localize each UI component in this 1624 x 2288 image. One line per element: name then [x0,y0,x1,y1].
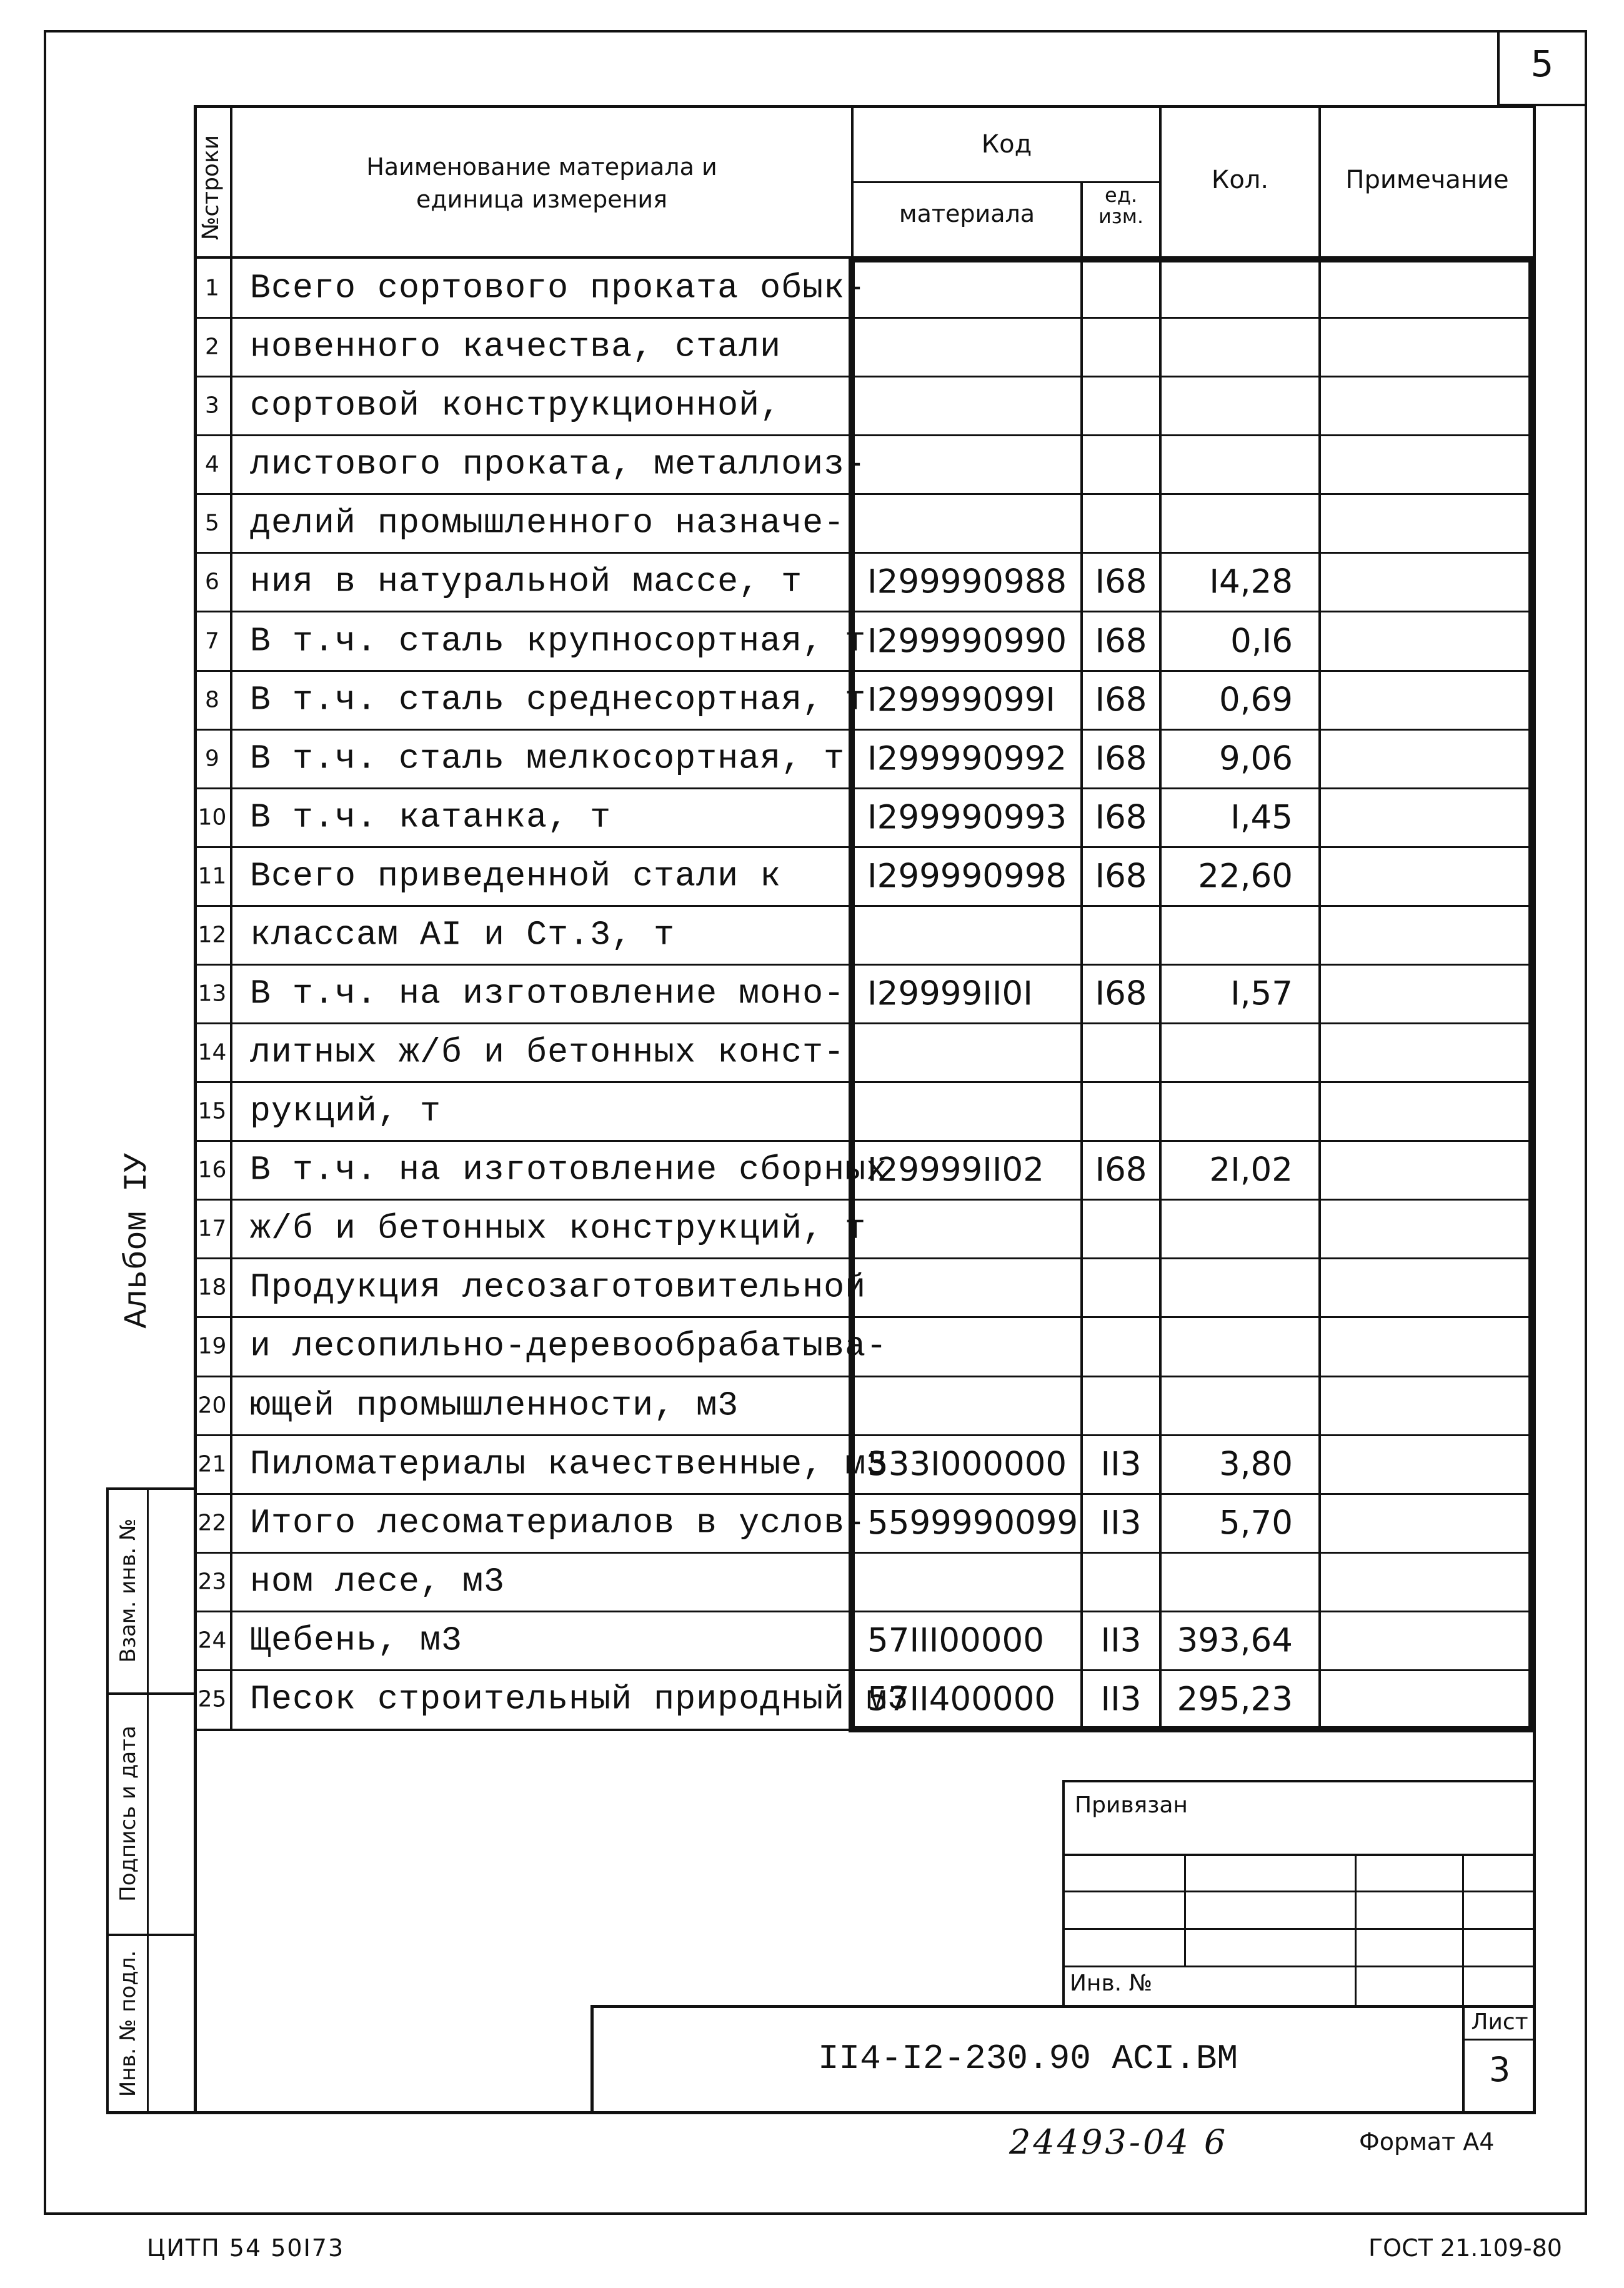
row-unit-code: II3 [1100,1504,1142,1542]
frame-left [44,30,46,2215]
row-quantity: 393,64 [1177,1621,1293,1660]
row-separator [194,434,1536,436]
row-name: ющей промышленности, м3 [250,1386,739,1426]
stamp-inv-no: Инв. № [1070,1971,1153,1996]
row-name: В т.ч. катанка, т [250,797,612,837]
row-name: новенного качества, стали [250,327,782,367]
row-separator [194,670,1536,672]
row-separator [194,1376,1536,1377]
row-unit-code: I68 [1095,681,1147,719]
row-number: 1 [205,275,219,301]
row-number: 16 [197,1157,227,1183]
sheet-number: 3 [1488,2050,1511,2089]
row-name: рукций, т [250,1091,442,1131]
row-unit-code: I68 [1095,739,1147,778]
row-material-code: I299990998 [867,857,1067,896]
sheet-label: Лист [1471,2009,1528,2035]
row-separator [194,1552,1536,1554]
handwritten-number: 24493-04 6 [1009,2122,1228,2162]
stamp-row1 [1062,1854,1536,1856]
row-separator [194,611,1536,612]
form-top [194,105,1536,108]
stamp-row4 [1062,1966,1536,1967]
row-name: Песок строительный природный м3 [250,1679,909,1719]
row-quantity: 2I,02 [1209,1151,1293,1189]
stamp-col1 [1184,1854,1186,1966]
row-unit-code: II3 [1100,1621,1142,1660]
row-quantity: 3,80 [1218,1445,1293,1484]
row-name: В т.ч. сталь крупносортная, т [250,621,867,661]
row-material-code: 533I000000 [867,1445,1067,1484]
docblock-sheet-label-line [1462,2039,1536,2041]
row-quantity: 9,06 [1218,739,1293,778]
row-quantity: I,45 [1230,798,1293,837]
stamp-row2 [1062,1891,1536,1892]
header-name-line2: единица измерения [416,186,667,213]
row-quantity: 0,69 [1218,681,1293,719]
row-separator [194,317,1536,319]
album-label: Альбом IУ [119,1152,156,1329]
row-separator [194,964,1536,966]
row-separator [194,1140,1536,1142]
side-inv-podl: Инв. № подл. [116,1950,141,2097]
row-name: Пиломатериалы качественные, м3 [250,1444,888,1484]
row-number: 4 [205,451,219,477]
col-rownum [230,105,232,1730]
row-quantity: I4,28 [1209,562,1293,601]
side-podpis: Подпись и дата [116,1726,141,1902]
header-note: Примечание [1345,166,1509,194]
row-name: ном лесе, м3 [250,1562,506,1602]
row-separator [194,1199,1536,1201]
row-quantity: 295,23 [1177,1680,1293,1719]
frame-bottom [44,2212,1587,2215]
row-number: 23 [197,1569,227,1595]
row-unit-code: I68 [1095,622,1147,661]
header-code: Код [981,130,1032,159]
row-unit-code: II3 [1100,1680,1142,1719]
header-row-no: №строки [198,134,224,241]
row-name: В т.ч. сталь среднесортная, т [250,680,867,720]
row-separator [194,729,1536,731]
header-qty: Кол. [1211,166,1269,194]
header-name-line1: Наименование материала и [366,153,717,181]
row-name: В т.ч. сталь мелкосортная, т [250,739,845,779]
row-name: литных ж/б и бетонных конст- [250,1032,845,1072]
format-label: Формат А4 [1359,2128,1495,2156]
row-separator [194,1257,1536,1259]
table-bottom [194,1729,1536,1731]
footer-left: ЦИТП 54 50I73 [147,2234,345,2262]
col-unit [1159,105,1162,1730]
row-name: классам AI и Ст.3, т [250,915,675,955]
row-material-code: I29999II02 [867,1151,1044,1189]
row-name: Щебень, м3 [250,1621,463,1661]
footer-right: ГОСТ 21.109-80 [1368,2234,1562,2262]
row-number: 11 [197,863,227,889]
row-separator [194,552,1536,554]
row-material-code: I299990993 [867,798,1067,837]
row-number: 5 [205,510,219,536]
stamp-top [1062,1780,1536,1782]
row-name: Всего сортового проката обык- [250,268,867,308]
side-split-1 [106,1692,194,1695]
row-material-code: I29999099I [867,681,1056,719]
row-name: В т.ч. на изготовление сборных [250,1150,888,1190]
stamp-privyazan: Привязан [1075,1792,1188,1818]
row-material-code: I299990992 [867,739,1067,778]
row-material-code: 5599990099 [867,1504,1079,1542]
row-separator [194,1434,1536,1436]
row-separator [194,1316,1536,1318]
row-material-code: I299990988 [867,562,1067,601]
document-code: II4-I2-230.90 ACI.BM [817,2039,1238,2079]
row-number: 2 [205,334,219,360]
row-material-code: 57II400000 [867,1680,1056,1719]
row-number: 22 [197,1510,227,1536]
row-material-code: I29999II0I [867,974,1033,1013]
side-vzam: Взам. инв. № [116,1518,141,1663]
row-separator [194,1081,1536,1083]
docblock-top [590,2005,1536,2008]
row-number: 21 [197,1451,227,1477]
row-number: 18 [197,1274,227,1301]
row-separator [194,376,1536,377]
row-separator [194,1611,1536,1612]
row-number: 19 [197,1333,227,1359]
row-separator [194,1669,1536,1671]
row-unit-code: I68 [1095,974,1147,1013]
row-name: ж/б и бетонных конструкций, т [250,1209,867,1249]
stamp-col2 [1355,1854,1357,2008]
side-left [106,1487,109,2114]
row-quantity: 22,60 [1198,857,1293,896]
row-number: 25 [197,1686,227,1712]
row-separator [194,493,1536,495]
row-name: Всего приведенной стали к [250,856,782,896]
row-unit-code: I68 [1095,857,1147,896]
row-material-code: 57III00000 [867,1621,1044,1660]
row-separator [194,846,1536,848]
row-number: 15 [197,1098,227,1124]
side-inner [147,1487,149,2114]
row-number: 17 [197,1216,227,1242]
row-name: Продукция лесозаготовительной [250,1267,867,1307]
row-number: 8 [205,687,219,713]
row-name: В т.ч. на изготовление моно- [250,974,845,1014]
row-number: 12 [197,922,227,948]
row-number: 9 [205,746,219,772]
row-separator [194,1493,1536,1495]
col-qty [1318,105,1321,1730]
row-unit-code: I68 [1095,562,1147,601]
row-number: 24 [197,1627,227,1654]
row-name: делий промышленного назначе- [250,503,845,543]
row-name: сортовой конструкционной, [250,386,782,426]
row-quantity: 5,70 [1218,1504,1293,1542]
row-quantity: I,57 [1230,974,1293,1013]
stamp-left [1062,1780,1065,2008]
row-number: 6 [205,569,219,595]
row-number: 14 [197,1039,227,1066]
row-number: 13 [197,981,227,1007]
row-name: Итого лесоматериалов в услов- [250,1503,867,1543]
row-unit-code: I68 [1095,798,1147,837]
row-name: и лесопильно-деревообрабатыва- [250,1326,888,1366]
frame-top [44,30,1587,32]
col-code [1080,182,1083,1730]
data-thick-top [850,256,1536,262]
row-name: ния в натуральной массе, т [250,562,803,602]
header-code-material: материала [899,200,1035,227]
page-number: 5 [1530,42,1554,85]
row-unit-code: II3 [1100,1445,1142,1484]
row-name: листового проката, металлоиз- [250,444,867,484]
row-unit-code: I68 [1095,1151,1147,1189]
row-number: 3 [205,392,219,419]
row-number: 7 [205,628,219,654]
row-quantity: 0,I6 [1230,622,1293,661]
data-thick-right [1528,256,1535,1732]
row-separator [194,905,1536,907]
stamp-row3 [1062,1928,1536,1930]
frame-right [1585,30,1587,2215]
row-material-code: I299990990 [867,622,1067,661]
form-bottom [106,2111,1536,2114]
side-top [106,1487,194,1490]
header-code-unit: ед. изм. [1098,183,1144,228]
row-separator [194,1022,1536,1024]
row-number: 10 [197,804,227,831]
row-separator [194,787,1536,789]
stamp-col3 [1462,1854,1464,2008]
row-number: 20 [197,1392,227,1419]
